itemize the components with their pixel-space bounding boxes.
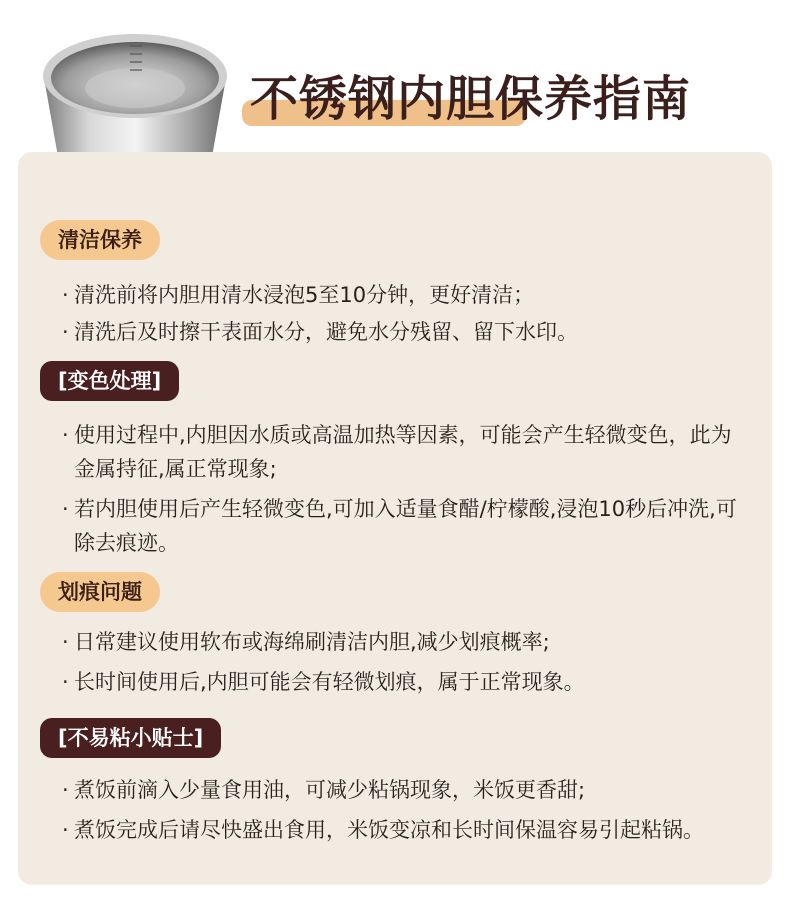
bullet: · <box>62 630 69 654</box>
list-item: · 使用过程中,内胆因水质或高温加热等因素，可能会产生轻微变色，此为金属持征,属正常现象; <box>62 418 752 486</box>
page-title: 不锈钢内胆保养指南 <box>250 71 692 127</box>
list-item: · 日常建议使用软布或海绵刷清洁内胆,减少划痕概率; <box>62 625 752 659</box>
list-item: · 清洗后及时擦干表面水分，避免水分残留、留下水印。 <box>62 315 752 349</box>
bullet: · <box>62 320 69 344</box>
section-heading-discoloration: [变色处理] <box>40 361 179 401</box>
bullet: · <box>62 778 69 802</box>
list-item: · 长时间使用后,内胆可能会有轻微划痕，属于正常现象。 <box>62 665 752 699</box>
bullet: · <box>62 818 69 842</box>
list-item: · 清洗前将内胆用清水浸泡5至10分钟，更好清洁； <box>62 278 752 312</box>
section-heading-cleaning: 清洁保养 <box>40 220 160 260</box>
bullet: · <box>62 497 69 521</box>
bullet: · <box>62 283 69 307</box>
bullet: · <box>62 670 69 694</box>
title-block <box>242 56 762 136</box>
section-heading-scratches: 划痕问题 <box>40 572 160 612</box>
bullet: · <box>62 423 69 447</box>
list-item: · 煮饭完成后请尽快盛出食用，米饭变凉和长时间保温容易引起粘锅。 <box>62 813 752 847</box>
section-heading-nonstick-tips: [不易粘小贴士] <box>40 718 221 758</box>
list-item: · 若内胆使用后产生轻微变色,可加入适量食醋/柠檬酸,浸泡10秒后冲洗,可除去痕迹。 <box>62 492 752 560</box>
list-item: · 煮饭前滴入少量食用油，可减少粘锅现象，米饭更香甜; <box>62 773 752 807</box>
